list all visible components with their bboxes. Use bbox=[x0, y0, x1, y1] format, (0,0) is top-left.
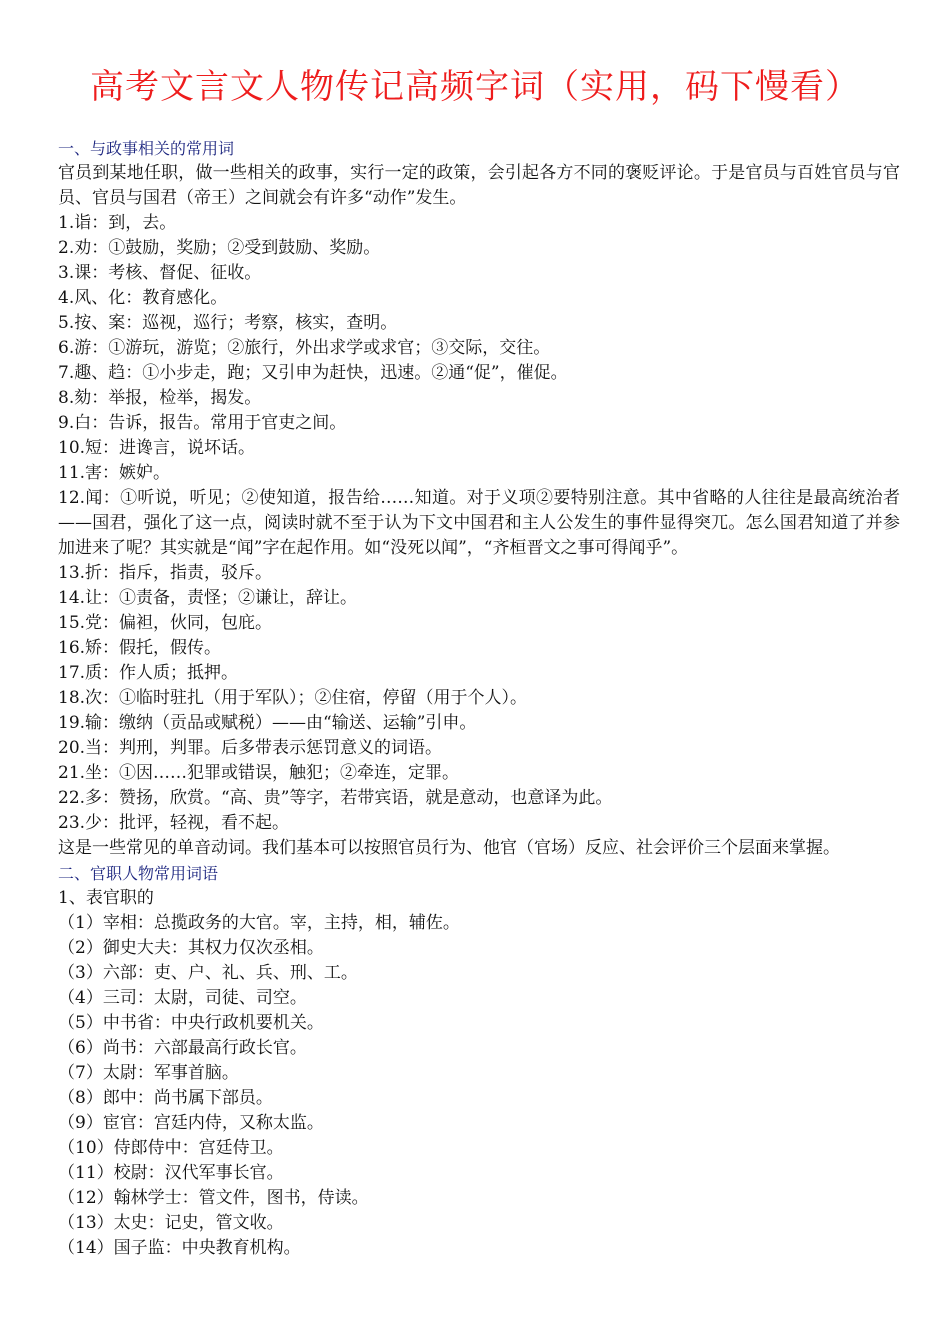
section-intro-paragraph: 官员到某地任职，做一些相关的政事，实行一定的政策，会引起各方不同的褒贬评论。于是官员与百姓官员与官员、官员与国君（帝王）之间就会有许多“动作”发生。 bbox=[58, 163, 900, 208]
list-item: 2.劝：①鼓励，奖励；②受到鼓励、奖励。 bbox=[58, 238, 381, 258]
list-item: 15.党：偏袒，伙同，包庇。 bbox=[58, 613, 273, 633]
list-item: 7.趣、趋：①小步走，跑；又引申为赶快，迅速。②通“促”，催促。 bbox=[58, 363, 568, 383]
list-item: 11.害：嫉妒。 bbox=[58, 463, 171, 483]
document-title: 高考文言文人物传记高频字词（实用，码下慢看） bbox=[90, 67, 860, 107]
section-heading-1: 一、与政事相关的常用词 bbox=[58, 139, 235, 158]
list-item: （1）宰相：总揽政务的大官。宰，主持，相，辅佐。 bbox=[58, 913, 460, 933]
list-item: 1.诣：到，去。 bbox=[58, 213, 177, 233]
list-item: （3）六部：吏、户、礼、兵、刑、工。 bbox=[58, 963, 358, 983]
list-item: 10.短：进谗言，说坏话。 bbox=[58, 438, 256, 458]
list-item: 9.白：告诉，报告。常用于官吏之间。 bbox=[58, 413, 347, 433]
list-item: 3.课：考核、督促、征收。 bbox=[58, 263, 262, 283]
list-item: （12）翰林学士：管文件，图书，侍读。 bbox=[58, 1188, 369, 1208]
list-item: 18.次：①临时驻扎（用于军队）；②住宿，停留（用于个人）。 bbox=[58, 688, 528, 708]
list-item: 23.少：批评，轻视，看不起。 bbox=[58, 813, 290, 833]
document-body bbox=[58, 136, 900, 1261]
list-item: 13.折：指斥，指责，驳斥。 bbox=[58, 563, 273, 583]
list-item: 19.输：缴纳（贡品或赋税）——由“输送、运输”引申。 bbox=[58, 713, 477, 733]
list-item: 5.按、案：巡视，巡行；考察，核实，查明。 bbox=[58, 313, 398, 333]
list-item: （13）太史：记史，管文收。 bbox=[58, 1213, 284, 1233]
list-item: （14）国子监：中央教育机构。 bbox=[58, 1238, 301, 1258]
section-closing-paragraph: 这是一些常见的单音动词。我们基本可以按照官员行为、他官（官场）反应、社会评价三个层面来掌握。 bbox=[58, 838, 840, 858]
list-item: 8.劾：举报，检举，揭发。 bbox=[58, 388, 262, 408]
list-item: （2）御史大夫：其权力仅次丞相。 bbox=[58, 938, 324, 958]
list-item: （5）中书省：中央行政机要机关。 bbox=[58, 1013, 324, 1033]
list-item: （4）三司：太尉，司徒、司空。 bbox=[58, 988, 307, 1008]
section-heading-2: 二、官职人物常用词语 bbox=[58, 864, 219, 883]
subsection-heading: 1、表官职的 bbox=[58, 888, 154, 908]
list-item: 6.游：①游玩，游览；②旅行，外出求学或求官；③交际，交往。 bbox=[58, 338, 551, 358]
list-item: （7）太尉：军事首脑。 bbox=[58, 1063, 239, 1083]
list-item: （6）尚书：六部最高行政长官。 bbox=[58, 1038, 307, 1058]
list-item: 17.质：作人质；抵押。 bbox=[58, 663, 239, 683]
list-item: 16.矫：假托，假传。 bbox=[58, 638, 222, 658]
list-item: 20.当：判刑，判罪。后多带表示惩罚意义的词语。 bbox=[58, 738, 443, 758]
list-item: （8）郎中：尚书属下部员。 bbox=[58, 1088, 273, 1108]
list-item: 14.让：①责备，责怪；②谦让，辞让。 bbox=[58, 588, 358, 608]
list-item: （10）侍郎侍中：宫廷侍卫。 bbox=[58, 1138, 284, 1158]
list-item: （9）宦官：宫廷内侍，又称太监。 bbox=[58, 1113, 324, 1133]
list-item: 4.风、化：教育感化。 bbox=[58, 288, 228, 308]
list-item-long: 12.闻：①听说，听见；②使知道，报告给……知道。对于义项②要特别注意。其中省略的人往往是最高统治者——国君，强化了这一点，阅读时就不至于认为下文中国君和主人公发生的事件显得突兀。怎么国君知道了并参加进来了呢？其实就是“闻”字在起作用。如“没死以闻”，“齐桓晋文之事可得闻乎”。 bbox=[58, 488, 900, 558]
list-item: 22.多：赞扬，欣赏。“高、贵”等字，若带宾语，就是意动，也意译为此。 bbox=[58, 788, 613, 808]
list-item: 21.坐：①因……犯罪或错误，触犯；②牵连，定罪。 bbox=[58, 763, 460, 783]
list-item: （11）校尉：汉代军事长官。 bbox=[58, 1163, 284, 1183]
